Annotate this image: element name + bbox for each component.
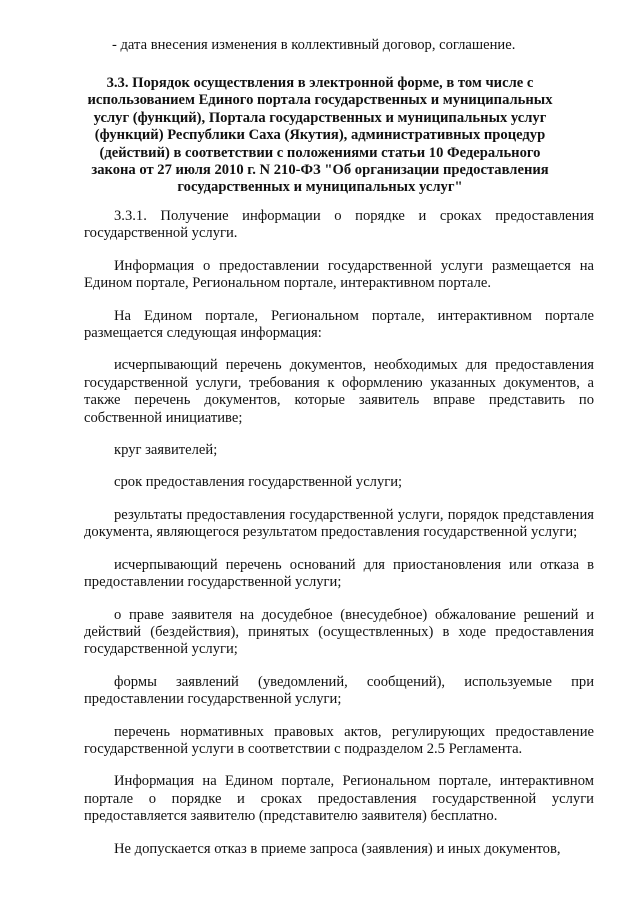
paragraph-documents-list: исчерпывающий перечень документов, необходимых для предоставления государственной услуги, требования к оформлению указанных документов, а также перечень документов, которые заявитель вправе представить по собственной инициативе;: [84, 357, 594, 426]
paragraph-free-info: Информация на Едином портале, Региональном портале, интерактивном портале о порядке и сроках предоставления государственной услуги предоставляется заявителю (представителю заявителя) бесплатно.: [84, 773, 594, 825]
paragraph-3-3-1: 3.3.1. Получение информации о порядке и сроках предоставления государственной услуги.: [84, 208, 594, 242]
paragraph-portal-info-intro: На Едином портале, Региональном портале, интерактивном портале размещается следующая информация:: [84, 307, 594, 342]
paragraph-applicants: круг заявителей;: [114, 442, 218, 459]
document-body: [84, 208, 594, 873]
section-heading: 3.3. Порядок осуществления в электронной форме, в том числе с использованием Единого портала государственных и муниципальных услуг (функций), Портала государственных и муниципальных услуг (функций) Республики Саха (Якутия), административных процедур (действий) в соответствии с положениями статьи 10 Федерального закона от 27 июля 2010 г. N 210-ФЗ "Об организации предоставления государственных и муниципальных услуг": [87, 75, 553, 196]
list-item-contract-change-date: - дата внесения изменения в коллективный договор, соглашение.: [112, 37, 516, 53]
paragraph-service-results: результаты предоставления государственной услуги, порядок представления документа, являющегося результатом предоставления государственной услуги;: [84, 506, 594, 541]
paragraph-application-forms: формы заявлений (уведомлений, сообщений), используемые при предоставлении государственной услуги;: [84, 673, 594, 708]
paragraph-info-placement: Информация о предоставлении государственной услуги размещается на Едином портале, Региональном портале, интерактивном портале.: [84, 257, 594, 292]
paragraph-appeal-right: о праве заявителя на досудебное (внесудебное) обжалование решений и действий (бездействия), принятых (осуществленных) в ходе предоставления государственной услуги;: [84, 606, 594, 658]
paragraph-no-refusal: Не допускается отказ в приеме запроса (заявления) и иных документов,: [114, 840, 561, 857]
paragraph-refusal-grounds: исчерпывающий перечень оснований для приостановления или отказа в предоставлении государственной услуги;: [84, 556, 594, 591]
paragraph-service-term: срок предоставления государственной услуги;: [114, 474, 403, 491]
paragraph-legal-acts: перечень нормативных правовых актов, регулирующих предоставление государственной услуги в соответствии с подразделом 2.5 Регламента.: [84, 723, 594, 757]
